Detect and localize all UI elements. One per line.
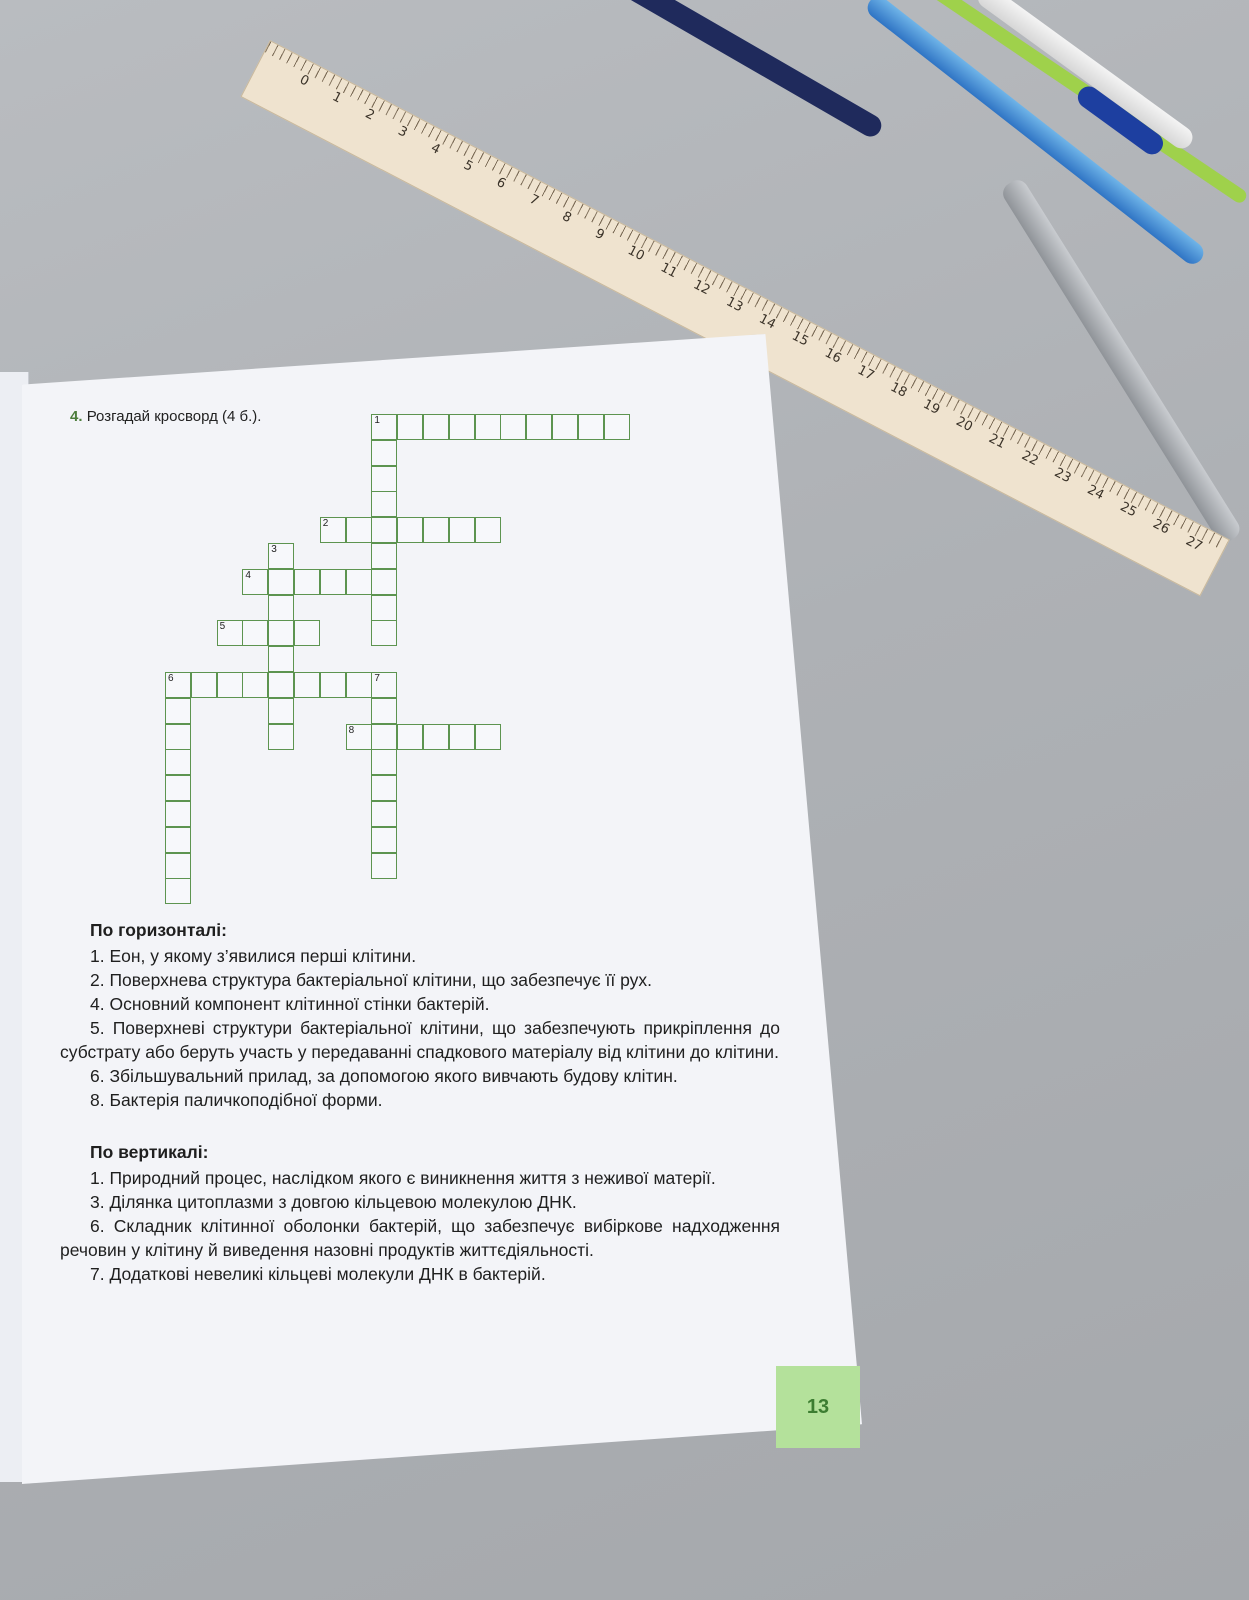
horizontal-clue: 2. Поверхнева структура бактеріальної клітини, що забезпечує її рух.	[90, 970, 652, 990]
crossword-cell[interactable]	[526, 414, 552, 440]
ruler-number: 5	[461, 157, 476, 175]
crossword-cell[interactable]	[217, 672, 243, 698]
book-page	[22, 334, 862, 1484]
ruler-number: 13	[723, 294, 746, 316]
crossword-cell[interactable]	[268, 724, 294, 750]
crossword-cell[interactable]	[423, 517, 449, 543]
crossword-cell[interactable]	[346, 517, 372, 543]
crossword-cell[interactable]	[449, 724, 475, 750]
crossword-cell[interactable]	[604, 414, 630, 440]
vertical-clue: 6. Складник клітинної оболонки бактерій, що забезпечує вибіркове надходження речовин у клітину й виведення назовні продуктів життєдіяльності.	[60, 1216, 780, 1260]
crossword-cell[interactable]	[268, 646, 294, 672]
crossword-cell[interactable]	[165, 749, 191, 775]
crossword-cell[interactable]	[268, 672, 294, 698]
crossword-cell[interactable]	[371, 698, 397, 724]
navy-pen	[615, 0, 886, 141]
crossword-cell[interactable]	[371, 853, 397, 879]
ruler-number: 1	[329, 89, 345, 107]
ruler-number: 2	[362, 106, 377, 124]
crossword-cell[interactable]	[371, 620, 397, 646]
crossword-cell[interactable]	[397, 414, 423, 440]
ruler-number: 8	[559, 208, 574, 227]
crossword-cell[interactable]	[371, 414, 397, 440]
crossword-cell[interactable]	[268, 595, 294, 621]
ruler-number: 4	[428, 140, 443, 158]
crossword-cell[interactable]	[371, 517, 397, 543]
horizontal-clue: 1. Еон, у якому з’явилися перші клітини.	[90, 946, 417, 966]
ruler-number: 7	[526, 191, 541, 210]
crossword-cell[interactable]	[397, 517, 423, 543]
crossword-cell[interactable]	[371, 595, 397, 621]
crossword-cell[interactable]	[423, 724, 449, 750]
crossword-cell[interactable]	[268, 698, 294, 724]
ruler-number: 11	[657, 260, 680, 282]
crossword-cell[interactable]	[217, 620, 243, 646]
crossword-cell[interactable]	[346, 569, 372, 595]
ruler-number: 27	[1183, 533, 1205, 555]
ruler-number: 6	[493, 174, 509, 192]
crossword-cell[interactable]	[165, 775, 191, 801]
ruler-number: 25	[1117, 499, 1140, 521]
crossword-cell[interactable]	[371, 466, 397, 492]
crossword-cell[interactable]	[191, 672, 217, 698]
vertical-clue: 3. Ділянка цитоплазми з довгою кільцевою молекулою ДНК.	[90, 1192, 577, 1212]
clue-number: 8	[348, 724, 355, 736]
crossword-cell[interactable]	[371, 569, 397, 595]
ruler-number: 22	[1019, 448, 1041, 470]
crossword-cell[interactable]	[165, 801, 191, 827]
crossword-cell[interactable]	[294, 672, 320, 698]
crossword-cell[interactable]	[320, 672, 346, 698]
clue-number: 6	[168, 673, 174, 684]
crossword-cell[interactable]	[578, 414, 604, 440]
crossword-cell[interactable]	[268, 620, 294, 646]
crossword-cell[interactable]	[397, 724, 423, 750]
crossword-cell[interactable]	[552, 414, 578, 440]
crossword-cell[interactable]	[268, 543, 294, 569]
ruler-number: 19	[920, 396, 943, 418]
ruler-number: 21	[986, 431, 1008, 453]
clue-number: 4	[245, 569, 251, 581]
crossword-cell[interactable]	[449, 517, 475, 543]
ruler-number: 24	[1084, 482, 1107, 504]
crossword-cell[interactable]	[242, 672, 268, 698]
vertical-heading: По вертикалі:	[90, 1142, 209, 1162]
crossword-cell[interactable]	[371, 543, 397, 569]
crossword-cell[interactable]	[500, 414, 526, 440]
ruler-number: 23	[1051, 465, 1074, 487]
vertical-clue: 7. Додаткові невеликі кільцеві молекули ДНК в бактерій.	[90, 1264, 546, 1284]
ruler-number: 9	[592, 226, 607, 244]
page-number: 13	[776, 1366, 860, 1448]
crossword-cell[interactable]	[371, 827, 397, 853]
crossword-cell[interactable]	[165, 724, 191, 750]
white-pen	[974, 0, 1197, 153]
crossword-cell[interactable]	[475, 414, 501, 440]
crossword-cell[interactable]	[475, 724, 501, 750]
vertical-clue: 1. Природний процес, наслідком якого є виникнення життя з неживої матерії.	[90, 1168, 716, 1188]
ruler-number: 0	[296, 72, 312, 90]
horizontal-clue: 8. Бактерія паличкоподібної форми.	[90, 1090, 383, 1110]
task-title	[70, 408, 261, 425]
crossword-cell[interactable]	[165, 698, 191, 724]
crossword-cell[interactable]	[165, 853, 191, 879]
ruler-number: 14	[756, 311, 779, 333]
horizontal-clue: 5. Поверхневі структури бактеріальної клітини, що забезпечують прикріплення до субстрату або беруть участь у передаванні спадкового матеріалу від клітини до клітини.	[60, 1018, 780, 1062]
horizontal-clue: 6. Збільшувальний прилад, за допомогою якого вивчають будову клітин.	[90, 1066, 678, 1086]
crossword-cell[interactable]	[242, 620, 268, 646]
clue-number: 2	[322, 518, 329, 530]
crossword-cell[interactable]	[475, 517, 501, 543]
ruler-number: 10	[625, 243, 647, 265]
clue-number: 1	[374, 415, 380, 426]
crossword-cell[interactable]	[371, 724, 397, 750]
ruler-number: 20	[953, 414, 975, 435]
ruler-number: 3	[395, 123, 410, 141]
horizontal-heading: По горизонталі:	[90, 920, 227, 940]
clues-section	[60, 918, 780, 1286]
ruler-number: 18	[887, 379, 910, 401]
crossword-cell[interactable]	[371, 801, 397, 827]
ruler-number: 16	[822, 345, 844, 367]
horizontal-clue: 4. Основний компонент клітинної стінки бактерій.	[90, 994, 490, 1014]
crossword-cell[interactable]	[294, 620, 320, 646]
crossword-cell[interactable]	[165, 827, 191, 853]
crossword-cell[interactable]	[242, 569, 268, 595]
crossword-cell[interactable]	[165, 672, 191, 698]
ruler-number: 26	[1150, 516, 1172, 538]
ruler-number: 12	[690, 277, 713, 299]
crossword-cell[interactable]	[371, 749, 397, 775]
clue-number: 7	[374, 673, 380, 684]
crossword-cell[interactable]	[294, 569, 320, 595]
crossword-cell[interactable]	[346, 672, 372, 698]
crossword-cell[interactable]	[346, 724, 372, 750]
crossword-cell[interactable]	[371, 440, 397, 466]
crossword-cell[interactable]	[268, 569, 294, 595]
crossword-cell[interactable]	[320, 517, 346, 543]
crossword-cell[interactable]	[423, 414, 449, 440]
clue-number: 5	[219, 621, 226, 633]
crossword-cell[interactable]	[371, 672, 397, 698]
crossword-cell[interactable]	[320, 569, 346, 595]
ruler-number: 17	[854, 362, 877, 384]
task-title-text: Розгадай кросворд (4 б.).	[86, 408, 262, 425]
crossword-cell[interactable]	[449, 414, 475, 440]
crossword-cell[interactable]	[371, 491, 397, 517]
ruler-number: 15	[789, 328, 811, 350]
crossword-cell[interactable]	[165, 878, 191, 904]
task-number: 4.	[70, 408, 83, 425]
crossword-cell[interactable]	[371, 775, 397, 801]
clue-number: 3	[271, 544, 277, 555]
